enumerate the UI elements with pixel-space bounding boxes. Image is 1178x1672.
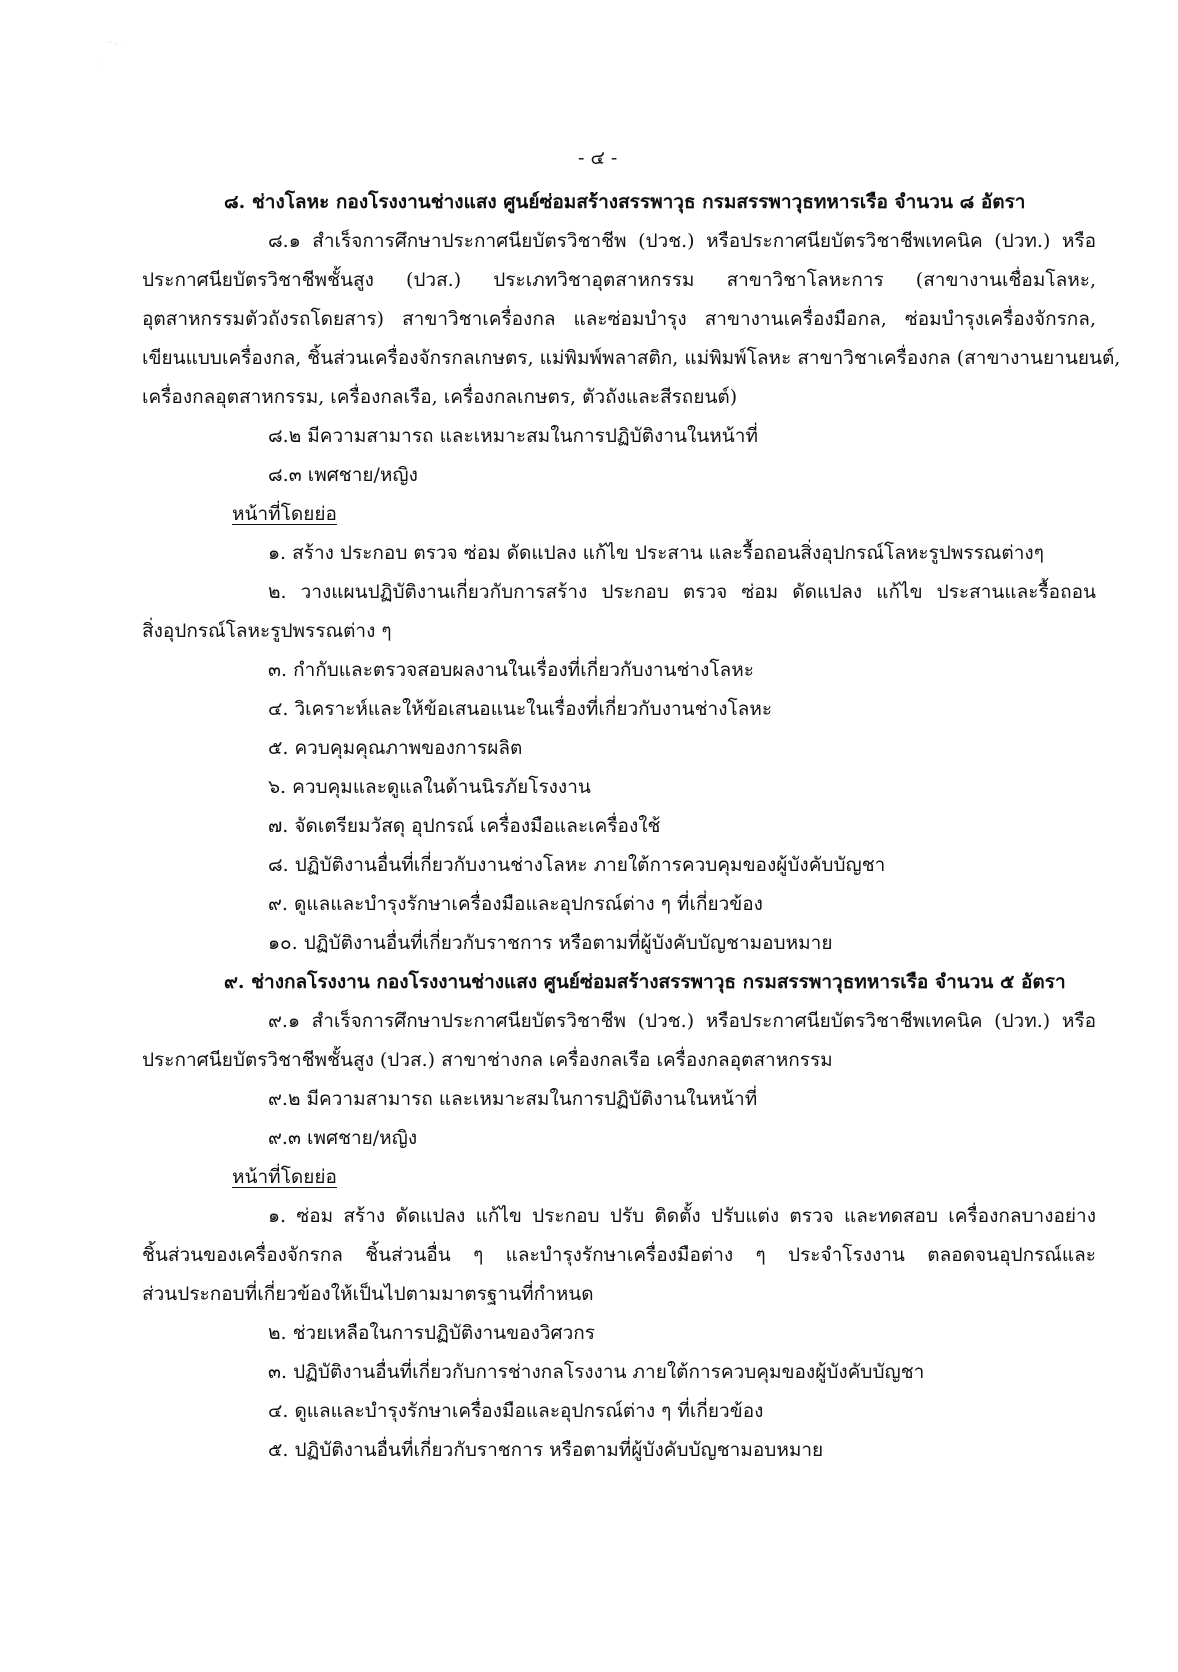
page-number: - ๔ - — [578, 147, 618, 169]
section-9-qual-2: ๙.๒ มีความสามารถ และเหมาะสมในการปฏิบัติงานในหน้าที่ — [268, 1088, 758, 1110]
section-9-qual-1-line-1: ๙.๑ สำเร็จการศึกษาประกาศนียบัตรวิชาชีพ (ปวช.) หรือประกาศนียบัตรวิชาชีพเทคนิค (ปวท.) หรือ — [268, 1010, 1096, 1032]
scan-artifact — [92, 36, 134, 70]
section-8-qual-1-line-3: อุตสาหกรรมตัวถังรถโดยสาร) สาขาวิชาเครื่องกล และซ่อมบำรุง สาขางานเครื่องมือกล, ซ่อมบำรุงเครื่องจักรกล, — [142, 308, 1096, 330]
section-9-duty-1-line-1: ๑. ซ่อม สร้าง ดัดแปลง แก้ไข ประกอบ ปรับ ติดตั้ง ปรับแต่ง ตรวจ และทดสอบ เครื่องกลบางอย่าง — [268, 1205, 1096, 1227]
section-8-qual-2: ๘.๒ มีความสามารถ และเหมาะสมในการปฏิบัติงานในหน้าที่ — [268, 425, 758, 447]
section-8-duty-3: ๓. กำกับและตรวจสอบผลงานในเรื่องที่เกี่ยวกับงานช่างโลหะ — [268, 659, 754, 681]
section-9-duty-1-line-3: ส่วนประกอบที่เกี่ยวข้องให้เป็นไปตามมาตรฐานที่กำหนด — [142, 1283, 594, 1305]
section-9-duty-4: ๔. ดูแลและบำรุงรักษาเครื่องมือและอุปกรณ์ต่าง ๆ ที่เกี่ยวข้อง — [268, 1400, 764, 1422]
section-8-qual-3: ๘.๓ เพศชาย/หญิง — [268, 464, 418, 486]
section-9-duties-heading: หน้าที่โดยย่อ — [232, 1166, 337, 1188]
section-8-duty-4: ๔. วิเคราะห์และให้ข้อเสนอแนะในเรื่องที่เกี่ยวกับงานช่างโลหะ — [268, 698, 773, 720]
section-9-duty-5: ๕. ปฏิบัติงานอื่นที่เกี่ยวกับราชการ หรือตามที่ผู้บังคับบัญชามอบหมาย — [268, 1439, 824, 1461]
section-8-duty-10: ๑๐. ปฏิบัติงานอื่นที่เกี่ยวกับราชการ หรือตามที่ผู้บังคับบัญชามอบหมาย — [268, 932, 833, 954]
section-8-qual-1-line-5: เครื่องกลอุตสาหกรรม, เครื่องกลเรือ, เครื่องกลเกษตร, ตัวถังและสีรถยนต์) — [142, 386, 738, 408]
section-8-heading: ๘. ช่างโลหะ กองโรงงานช่างแสง ศูนย์ซ่อมสร้างสรรพาวุธ กรมสรรพาวุธทหารเรือ จำนวน ๘ อัตรา — [224, 191, 1026, 213]
section-8-duty-9: ๙. ดูแลและบำรุงรักษาเครื่องมือและอุปกรณ์ต่าง ๆ ที่เกี่ยวข้อง — [268, 893, 763, 915]
section-9-duty-2: ๒. ช่วยเหลือในการปฏิบัติงานของวิศวกร — [268, 1322, 595, 1344]
section-8-duty-6: ๖. ควบคุมและดูแลในด้านนิรภัยโรงงาน — [268, 776, 591, 798]
section-9-qual-1-line-2: ประกาศนียบัตรวิชาชีพชั้นสูง (ปวส.) สาขาช่างกล เครื่องกลเรือ เครื่องกลอุตสาหกรรม — [142, 1049, 833, 1071]
section-8-duty-1: ๑. สร้าง ประกอบ ตรวจ ซ่อม ดัดแปลง แก้ไข ประสาน และรื้อถอนสิ่งอุปกรณ์โลหะรูปพรรณต่างๆ — [268, 542, 1044, 564]
section-9-qual-3: ๙.๓ เพศชาย/หญิง — [268, 1127, 418, 1149]
section-8-duty-2-line-1: ๒. วางแผนปฏิบัติงานเกี่ยวกับการสร้าง ประกอบ ตรวจ ซ่อม ดัดแปลง แก้ไข ประสานและรื้อถอน — [268, 581, 1096, 603]
section-8-qual-1-line-1: ๘.๑ สำเร็จการศึกษาประกาศนียบัตรวิชาชีพ (ปวช.) หรือประกาศนียบัตรวิชาชีพเทคนิค (ปวท.) หรือ — [268, 230, 1097, 252]
section-8-duty-7: ๗. จัดเตรียมวัสดุ อุปกรณ์ เครื่องมือและเครื่องใช้ — [268, 815, 661, 837]
section-8-duty-2-line-2: สิ่งอุปกรณ์โลหะรูปพรรณต่าง ๆ — [142, 620, 392, 642]
section-9-duty-1-line-2: ชิ้นส่วนของเครื่องจักรกล ชิ้นส่วนอื่น ๆ และบำรุงรักษาเครื่องมือต่าง ๆ ประจำโรงงาน ตลอดจนอุปกรณ์และ — [142, 1244, 1096, 1266]
section-8-duty-5: ๕. ควบคุมคุณภาพของการผลิต — [268, 737, 523, 759]
section-8-duties-heading: หน้าที่โดยย่อ — [232, 503, 337, 525]
section-9-heading: ๙. ช่างกลโรงงาน กองโรงงานช่างแสง ศูนย์ซ่อมสร้างสรรพาวุธ กรมสรรพาวุธทหารเรือ จำนวน ๕ อัตรา — [224, 971, 1066, 993]
section-8-qual-1-line-2: ประกาศนียบัตรวิชาชีพชั้นสูง (ปวส.) ประเภทวิชาอุตสาหกรรม สาขาวิชาโลหะการ (สาขางานเชื่อมโลหะ, — [142, 269, 1096, 291]
section-9-duty-3: ๓. ปฏิบัติงานอื่นที่เกี่ยวกับการช่างกลโรงงาน ภายใต้การควบคุมของผู้บังคับบัญชา — [268, 1361, 925, 1383]
section-8-duty-8: ๘. ปฏิบัติงานอื่นที่เกี่ยวกับงานช่างโลหะ ภายใต้การควบคุมของผู้บังคับบัญชา — [268, 854, 886, 876]
section-8-qual-1-line-4: เขียนแบบเครื่องกล, ชิ้นส่วนเครื่องจักรกลเกษตร, แม่พิมพ์พลาสติก, แม่พิมพ์โลหะ สาขาวิชาเครื่องกล (สาขางานยานยนต์, — [142, 347, 1121, 369]
